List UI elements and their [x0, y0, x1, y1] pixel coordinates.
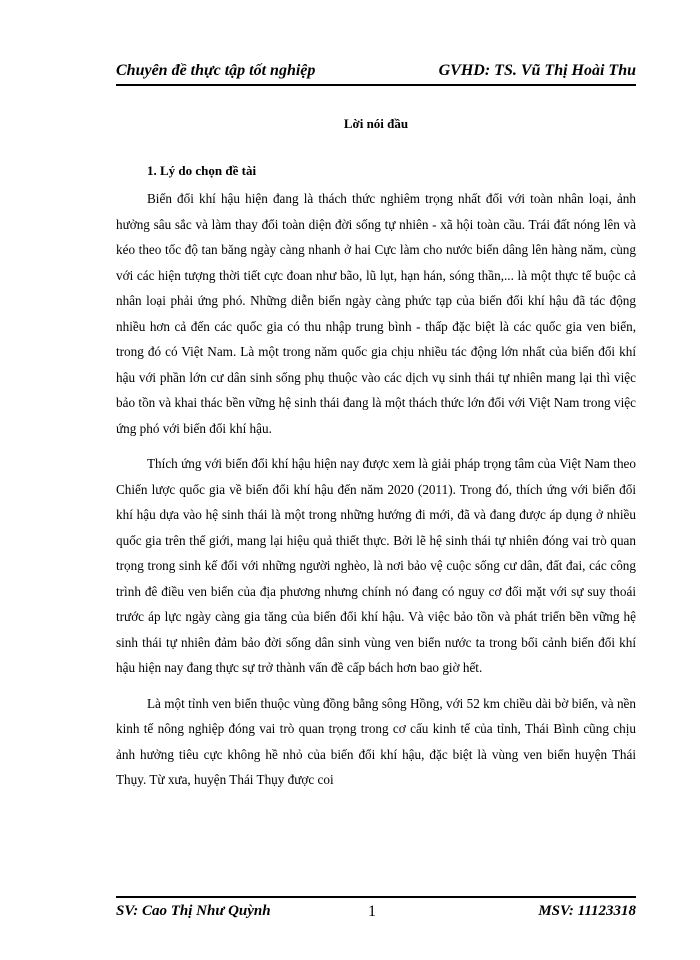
header-advisor: GVHD: TS. Vũ Thị Hoài Thu [438, 62, 636, 79]
paragraph-2: Thích ứng với biến đổi khí hậu hiện nay được xem là giải pháp trọng tâm của Việt Nam theo Chiến lược quốc gia về biến đổi khí hậu đến năm 2020 (2011). Trong đó, thích ứng với biến đổi khí hậu dựa vào hệ sinh thái là một trong những hướng đi mới, đã và đang được áp dụng ở nhiều quốc gia trên thế giới, mang lại hiệu quả thiết thực. Bởi lẽ hệ sinh thái tự nhiên đóng vai trò quan trọng trong sinh kế đối với những người nghèo, là nơi bảo vệ cuộc sống cư dân, đất đai, các công trình đê điều ven biển của địa phương nhưng chính nó đang có nguy cơ đối mặt với sự suy thoái trước áp lực ngày càng gia tăng của biến đổi khí hậu. Và việc bảo tồn và phát triển bền vững hệ sinh thái tự nhiên đảm bảo đời sống dân sinh vùng ven biển nước ta trong bối cảnh biến đổi khí hậu hiện nay đang thực sự trở thành vấn đề cấp bách hơn bao giờ hết. [116, 456, 636, 675]
page-number: 1 [368, 903, 376, 920]
page-footer [116, 896, 636, 924]
body-text [116, 186, 636, 803]
document-title: Lời nói đầu [343, 116, 409, 131]
footer-student-id: MSV: 11123318 [538, 903, 636, 919]
footer-student-name: SV: Cao Thị Như Quỳnh [116, 903, 271, 919]
paragraph-3: Là một tỉnh ven biển thuộc vùng đồng bằng sông Hồng, với 52 km chiều dài bờ biển, và nền kinh tế nông nghiệp đóng vai trò quan trọng trong cơ cấu kinh tế của tỉnh, Thái Bình cũng chịu ảnh hưởng tiêu cực không hề nhỏ của biến đổi khí hậu, đặc biệt là vùng ven biển huyện Thái Thụy. Từ xưa, huyện Thái Thụy được coi [116, 695, 636, 787]
paragraph-1: Biến đổi khí hậu hiện đang là thách thức nghiêm trọng nhất đối với toàn nhân loại, ảnh hưởng sâu sắc và làm thay đổi toàn diện đời sống tự nhiên - xã hội toàn cầu. Trái đất nóng lên và kéo theo tốc độ tan băng ngày càng nhanh ở hai Cực làm cho nước biển dâng lên hàng năm, cùng với các hiện tượng thời tiết cực đoan như bão, lũ lụt, hạn hán, sóng thần,... là một thực tế buộc cả nhân loại phải ứng phó. Những diễn biến ngày càng phức tạp của biến đổi khí hậu đã tác động nhiều hơn cả đến các quốc gia có thu nhập trung bình - thấp đặc biệt là các quốc gia ven biển, trong đó có Việt Nam. Là một trong năm quốc gia chịu nhiều tác động lớn nhất của biến đổi khí hậu với phần lớn cư dân sinh sống phụ thuộc vào các dịch vụ sinh thái tự nhiên mang lại thì việc bảo tồn và khai thác bền vững hệ sinh thái đang là một thách thức lớn đối với Việt Nam trong việc ứng phó với biến đổi khí hậu. [116, 191, 636, 436]
section-heading: 1. Lý do chọn đề tài [147, 163, 257, 178]
page-header [116, 60, 636, 86]
header-course-title: Chuyên đề thực tập tốt nghiệp [116, 62, 316, 79]
